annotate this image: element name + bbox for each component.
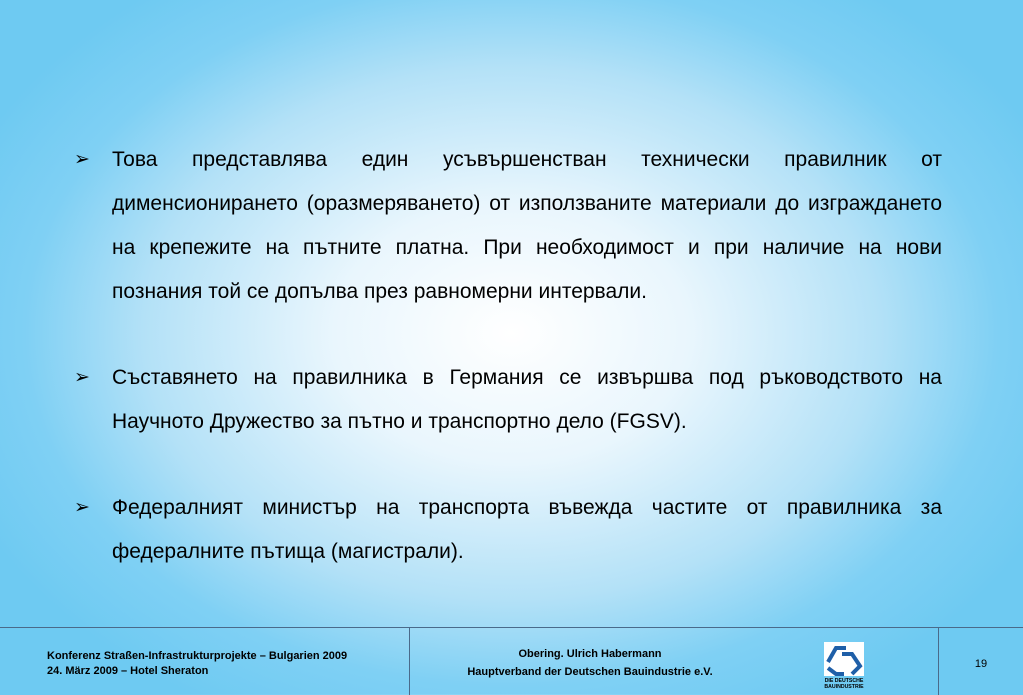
bullet-text: Федералният министър на транспорта въвежда частите от правилника за федералните пътища (магистрали). xyxy=(112,496,942,563)
conference-date: 24. März 2009 – Hotel Sheraton xyxy=(47,665,209,677)
footer-author-cell xyxy=(410,628,939,695)
bullet-text: Съставянето на правилника в Германия се извършва под ръководството на Научното Дружество за пътно и транспортно дело (FGSV). xyxy=(112,366,942,433)
author-organization: Hauptverband der Deutschen Bauindustrie e.V. xyxy=(467,666,713,678)
conference-title: Konferenz Straßen-Infrastrukturprojekte – Bulgarien 2009 xyxy=(47,650,348,662)
logo-text-line2: BAUINDUSTRIE xyxy=(824,684,864,690)
conference-info xyxy=(47,649,347,679)
arrow-bullet-icon: ➢ xyxy=(74,149,90,170)
bullet-item xyxy=(74,138,942,314)
footer-conference-cell xyxy=(0,628,410,695)
bullet-item xyxy=(74,486,942,574)
bullet-item xyxy=(74,356,942,444)
slide-content xyxy=(74,138,942,616)
page-number: 19 xyxy=(974,658,988,670)
slide-footer xyxy=(0,627,1023,695)
bullet-text: Това представлява един усъвършенстван технически правилник от дименсионирането (оразмеряването) от използваните материали до изграждането на крепежите на пътните платна. При необходимост и при наличие на нови познания той се допълва през равномерни интервали. xyxy=(112,148,942,303)
author-name: Obering. Ulrich Habermann xyxy=(518,648,662,660)
arrow-bullet-icon: ➢ xyxy=(74,367,90,388)
logo-text-line1: DIE DEUTSCHE xyxy=(824,678,864,684)
author-info xyxy=(410,645,770,681)
arrow-bullet-icon: ➢ xyxy=(74,497,90,518)
bauindustrie-logo-icon xyxy=(818,640,870,690)
footer-page-cell xyxy=(939,628,1023,695)
